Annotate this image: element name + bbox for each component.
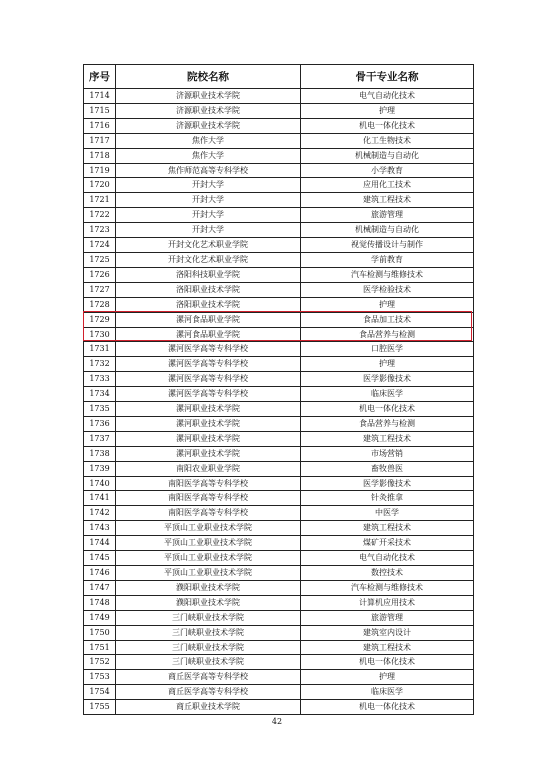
cell-major-name: 视觉传播设计与制作 xyxy=(301,238,474,253)
cell-institution-name: 漯河食品职业学院 xyxy=(116,327,301,342)
cell-institution-name: 漯河医学高等专科学校 xyxy=(116,387,301,402)
cell-serial-number: 1733 xyxy=(84,372,116,387)
cell-serial-number: 1743 xyxy=(84,521,116,536)
cell-major-name: 护理 xyxy=(301,357,474,372)
cell-institution-name: 开封大学 xyxy=(116,223,301,238)
cell-major-name: 煤矿开采技术 xyxy=(301,536,474,551)
cell-institution-name: 开封大学 xyxy=(116,178,301,193)
cell-major-name: 化工生物技术 xyxy=(301,133,474,148)
cell-institution-name: 开封大学 xyxy=(116,208,301,223)
cell-institution-name: 南阳医学高等专科学校 xyxy=(116,491,301,506)
cell-serial-number: 1745 xyxy=(84,551,116,566)
cell-institution-name: 漯河医学高等专科学校 xyxy=(116,372,301,387)
cell-institution-name: 平顶山工业职业技术学院 xyxy=(116,566,301,581)
cell-serial-number: 1731 xyxy=(84,342,116,357)
table-row xyxy=(84,372,474,387)
cell-major-name: 医学影像技术 xyxy=(301,372,474,387)
cell-serial-number: 1754 xyxy=(84,685,116,700)
table-row xyxy=(84,252,474,267)
cell-serial-number: 1714 xyxy=(84,89,116,104)
cell-institution-name: 济源职业技术学院 xyxy=(116,103,301,118)
cell-institution-name: 南阳医学高等专科学校 xyxy=(116,476,301,491)
cell-institution-name: 焦作师范高等专科学校 xyxy=(116,163,301,178)
cell-major-name: 汽车检测与维修技术 xyxy=(301,580,474,595)
cell-major-name: 建筑工程技术 xyxy=(301,521,474,536)
header-institution-name: 院校名称 xyxy=(116,65,301,89)
table-row xyxy=(84,476,474,491)
table-row xyxy=(84,431,474,446)
cell-major-name: 机电一体化技术 xyxy=(301,118,474,133)
cell-institution-name: 三门峡职业技术学院 xyxy=(116,640,301,655)
table-row xyxy=(84,387,474,402)
cell-major-name: 电气自动化技术 xyxy=(301,89,474,104)
table-row xyxy=(84,536,474,551)
cell-major-name: 市场营销 xyxy=(301,446,474,461)
cell-serial-number: 1723 xyxy=(84,223,116,238)
table-row xyxy=(84,461,474,476)
cell-serial-number: 1718 xyxy=(84,148,116,163)
table-row xyxy=(84,625,474,640)
cell-institution-name: 平顶山工业职业技术学院 xyxy=(116,536,301,551)
table-row xyxy=(84,312,474,327)
cell-major-name: 护理 xyxy=(301,670,474,685)
cell-serial-number: 1715 xyxy=(84,103,116,118)
header-major-name: 骨干专业名称 xyxy=(301,65,474,89)
cell-serial-number: 1753 xyxy=(84,670,116,685)
table-row xyxy=(84,208,474,223)
cell-major-name: 建筑工程技术 xyxy=(301,193,474,208)
cell-major-name: 中医学 xyxy=(301,506,474,521)
cell-major-name: 食品加工技术 xyxy=(301,312,474,327)
page-number: 42 xyxy=(271,717,283,726)
cell-institution-name: 三门峡职业技术学院 xyxy=(116,625,301,640)
cell-serial-number: 1740 xyxy=(84,476,116,491)
cell-serial-number: 1719 xyxy=(84,163,116,178)
table-row xyxy=(84,118,474,133)
cell-serial-number: 1732 xyxy=(84,357,116,372)
cell-institution-name: 漯河职业技术学院 xyxy=(116,446,301,461)
cell-institution-name: 漯河职业技术学院 xyxy=(116,416,301,431)
cell-serial-number: 1751 xyxy=(84,640,116,655)
cell-institution-name: 南阳医学高等专科学校 xyxy=(116,506,301,521)
cell-institution-name: 平顶山工业职业技术学院 xyxy=(116,521,301,536)
cell-major-name: 食品营养与检测 xyxy=(301,327,474,342)
cell-institution-name: 濮阳职业技术学院 xyxy=(116,580,301,595)
cell-serial-number: 1727 xyxy=(84,282,116,297)
table-row xyxy=(84,700,474,715)
table-row xyxy=(84,223,474,238)
cell-serial-number: 1749 xyxy=(84,610,116,625)
cell-serial-number: 1746 xyxy=(84,566,116,581)
cell-serial-number: 1738 xyxy=(84,446,116,461)
cell-institution-name: 漯河医学高等专科学校 xyxy=(116,357,301,372)
table-row xyxy=(84,103,474,118)
cell-institution-name: 焦作大学 xyxy=(116,148,301,163)
table-row xyxy=(84,238,474,253)
table-row xyxy=(84,148,474,163)
table-row xyxy=(84,521,474,536)
cell-institution-name: 焦作大学 xyxy=(116,133,301,148)
table-row xyxy=(84,685,474,700)
table-row xyxy=(84,610,474,625)
cell-institution-name: 南阳农业职业学院 xyxy=(116,461,301,476)
table-row xyxy=(84,327,474,342)
table-row xyxy=(84,446,474,461)
cell-institution-name: 漯河医学高等专科学校 xyxy=(116,342,301,357)
cell-serial-number: 1755 xyxy=(84,700,116,715)
table-row xyxy=(84,267,474,282)
cell-serial-number: 1726 xyxy=(84,267,116,282)
cell-major-name: 数控技术 xyxy=(301,566,474,581)
cell-major-name: 临床医学 xyxy=(301,387,474,402)
cell-serial-number: 1747 xyxy=(84,580,116,595)
table-row xyxy=(84,163,474,178)
cell-major-name: 医学影像技术 xyxy=(301,476,474,491)
cell-serial-number: 1750 xyxy=(84,625,116,640)
cell-major-name: 旅游管理 xyxy=(301,610,474,625)
cell-major-name: 护理 xyxy=(301,297,474,312)
cell-major-name: 机电一体化技术 xyxy=(301,700,474,715)
cell-major-name: 小学教育 xyxy=(301,163,474,178)
table-row xyxy=(84,133,474,148)
cell-institution-name: 漯河食品职业学院 xyxy=(116,312,301,327)
cell-serial-number: 1730 xyxy=(84,327,116,342)
cell-serial-number: 1728 xyxy=(84,297,116,312)
cell-major-name: 机械制造与自动化 xyxy=(301,148,474,163)
table-row xyxy=(84,89,474,104)
cell-institution-name: 洛阳科技职业学院 xyxy=(116,267,301,282)
table-header-row xyxy=(84,65,474,89)
cell-institution-name: 漯河职业技术学院 xyxy=(116,431,301,446)
cell-major-name: 食品营养与检测 xyxy=(301,416,474,431)
table-row xyxy=(84,416,474,431)
cell-serial-number: 1752 xyxy=(84,655,116,670)
cell-institution-name: 商丘医学高等专科学校 xyxy=(116,685,301,700)
table-row xyxy=(84,402,474,417)
table-row xyxy=(84,357,474,372)
table-row xyxy=(84,297,474,312)
cell-major-name: 护理 xyxy=(301,103,474,118)
cell-major-name: 畜牧兽医 xyxy=(301,461,474,476)
cell-institution-name: 开封大学 xyxy=(116,193,301,208)
cell-major-name: 应用化工技术 xyxy=(301,178,474,193)
cell-serial-number: 1734 xyxy=(84,387,116,402)
cell-major-name: 建筑工程技术 xyxy=(301,640,474,655)
cell-institution-name: 开封文化艺术职业学院 xyxy=(116,252,301,267)
cell-major-name: 口腔医学 xyxy=(301,342,474,357)
cell-institution-name: 商丘职业技术学院 xyxy=(116,700,301,715)
table-row xyxy=(84,178,474,193)
cell-institution-name: 商丘医学高等专科学校 xyxy=(116,670,301,685)
table-row xyxy=(84,193,474,208)
cell-major-name: 电气自动化技术 xyxy=(301,551,474,566)
cell-serial-number: 1716 xyxy=(84,118,116,133)
cell-serial-number: 1742 xyxy=(84,506,116,521)
table-body xyxy=(84,89,474,715)
cell-serial-number: 1721 xyxy=(84,193,116,208)
cell-serial-number: 1736 xyxy=(84,416,116,431)
cell-serial-number: 1725 xyxy=(84,252,116,267)
cell-major-name: 计算机应用技术 xyxy=(301,595,474,610)
cell-major-name: 建筑工程技术 xyxy=(301,431,474,446)
cell-serial-number: 1737 xyxy=(84,431,116,446)
cell-serial-number: 1722 xyxy=(84,208,116,223)
table-row xyxy=(84,595,474,610)
table-row xyxy=(84,282,474,297)
cell-institution-name: 三门峡职业技术学院 xyxy=(116,610,301,625)
cell-institution-name: 漯河职业技术学院 xyxy=(116,402,301,417)
cell-major-name: 汽车检测与维修技术 xyxy=(301,267,474,282)
cell-institution-name: 济源职业技术学院 xyxy=(116,89,301,104)
cell-major-name: 机电一体化技术 xyxy=(301,655,474,670)
table-row xyxy=(84,506,474,521)
cell-institution-name: 济源职业技术学院 xyxy=(116,118,301,133)
cell-institution-name: 平顶山工业职业技术学院 xyxy=(116,551,301,566)
cell-institution-name: 濮阳职业技术学院 xyxy=(116,595,301,610)
cell-institution-name: 洛阳职业技术学院 xyxy=(116,297,301,312)
cell-serial-number: 1717 xyxy=(84,133,116,148)
cell-institution-name: 洛阳职业技术学院 xyxy=(116,282,301,297)
cell-major-name: 建筑室内设计 xyxy=(301,625,474,640)
header-serial-number: 序号 xyxy=(84,65,116,89)
cell-serial-number: 1729 xyxy=(84,312,116,327)
cell-major-name: 机电一体化技术 xyxy=(301,402,474,417)
table-row xyxy=(84,655,474,670)
table-row xyxy=(84,342,474,357)
cell-institution-name: 三门峡职业技术学院 xyxy=(116,655,301,670)
cell-serial-number: 1744 xyxy=(84,536,116,551)
cell-serial-number: 1741 xyxy=(84,491,116,506)
table-row xyxy=(84,551,474,566)
cell-major-name: 临床医学 xyxy=(301,685,474,700)
cell-serial-number: 1735 xyxy=(84,402,116,417)
table-row xyxy=(84,640,474,655)
table-row xyxy=(84,670,474,685)
cell-serial-number: 1720 xyxy=(84,178,116,193)
cell-major-name: 学前教育 xyxy=(301,252,474,267)
cell-serial-number: 1739 xyxy=(84,461,116,476)
cell-serial-number: 1724 xyxy=(84,238,116,253)
cell-institution-name: 开封文化艺术职业学院 xyxy=(116,238,301,253)
cell-major-name: 针灸推拿 xyxy=(301,491,474,506)
cell-major-name: 旅游管理 xyxy=(301,208,474,223)
table-row xyxy=(84,580,474,595)
table-row xyxy=(84,491,474,506)
table-row xyxy=(84,566,474,581)
majors-table xyxy=(83,64,474,715)
cell-major-name: 医学检验技术 xyxy=(301,282,474,297)
cell-serial-number: 1748 xyxy=(84,595,116,610)
cell-major-name: 机械制造与自动化 xyxy=(301,223,474,238)
